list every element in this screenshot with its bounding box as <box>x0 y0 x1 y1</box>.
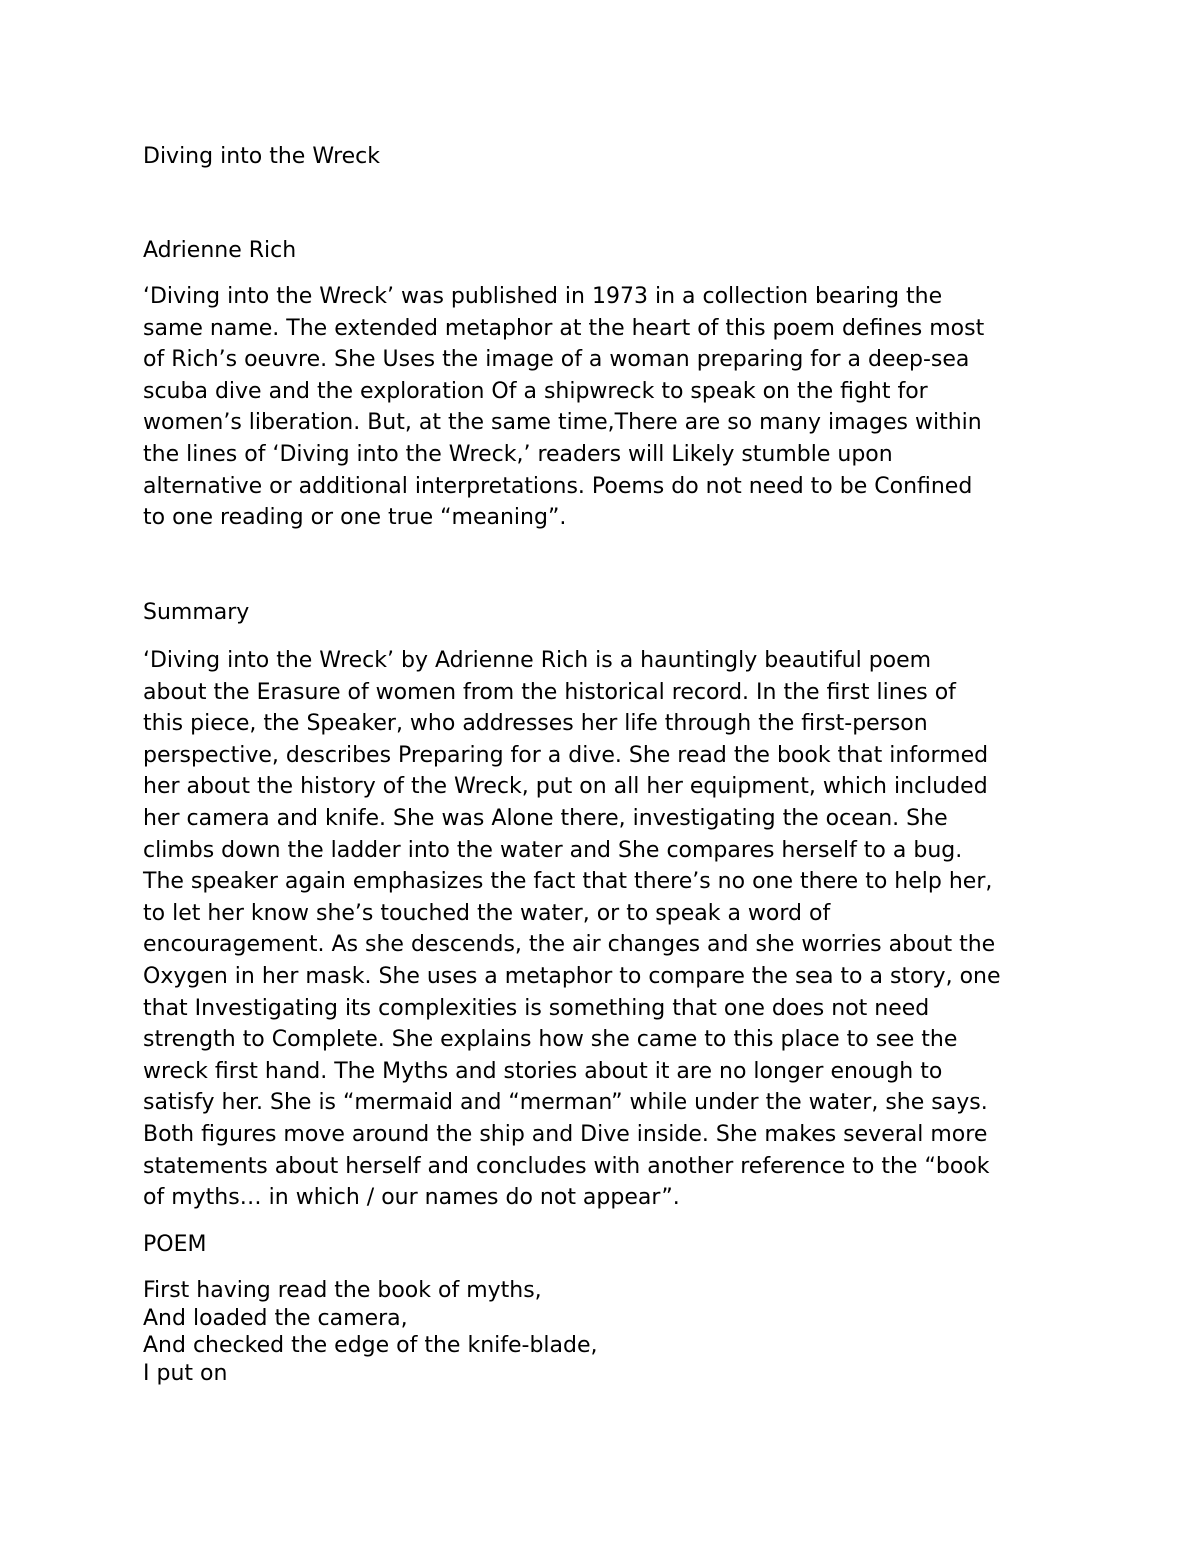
summary-heading-text: Summary <box>143 600 250 625</box>
poem-heading-text: POEM <box>143 1232 207 1257</box>
paragraph-line: scuba dive and the exploration Of a shipwreck to speak on the fight for <box>143 378 928 404</box>
paragraph-line: to one reading or one true “meaning”. <box>143 505 567 531</box>
paragraph-line: ‘Diving into the Wreck’ by Adrienne Rich is a hauntingly beautiful poem <box>143 648 932 673</box>
title-text: Diving into the Wreck <box>143 144 381 169</box>
paragraph-line: ‘Diving into the Wreck’ was published in 1973 in a collection bearing the <box>143 284 943 309</box>
summary-heading <box>143 597 1083 629</box>
paragraph-line: Both figures move around the ship and Dive inside. She makes several more <box>143 1121 988 1147</box>
paragraph-line: that Investigating its complexities is something that one does not need <box>143 995 930 1021</box>
paragraph-line: her about the history of the Wreck, put on all her equipment, which included <box>143 774 988 800</box>
intro-paragraph <box>143 281 1083 534</box>
paragraph-line: statements about herself and concludes with another reference to the “book <box>143 1153 990 1179</box>
paragraph-line: satisfy her. She is “mermaid and “merman” while under the water, she says. <box>143 1090 988 1116</box>
paragraph-line: of Rich’s oeuvre. She Uses the image of a woman preparing for a deep-sea <box>143 347 970 373</box>
author-text: Adrienne Rich <box>143 238 297 263</box>
author-name <box>143 235 1083 267</box>
paragraph-line: The speaker again emphasizes the fact that there’s no one there to help her, <box>143 869 993 895</box>
poem-line: And checked the edge of the knife-blade, <box>143 1333 598 1359</box>
paragraph-line: this piece, the Speaker, who addresses her life through the first-person <box>143 711 928 737</box>
paragraph-line: her camera and knife. She was Alone there, investigating the ocean. She <box>143 805 948 831</box>
paragraph-line: of myths… in which / our names do not appear”. <box>143 1185 680 1211</box>
paragraph-line: women’s liberation. But, at the same time,There are so many images within <box>143 410 982 436</box>
paragraph-line: wreck first hand. The Myths and stories about it are no longer enough to <box>143 1058 943 1084</box>
paragraph-line: strength to Complete. She explains how she came to this place to see the <box>143 1027 958 1053</box>
poem-line: First having read the book of myths, <box>143 1278 542 1303</box>
paragraph-line: encouragement. As she descends, the air changes and she worries about the <box>143 932 996 958</box>
paragraph-line: the lines of ‘Diving into the Wreck,’ readers will Likely stumble upon <box>143 441 893 467</box>
poem-line: I put on <box>143 1360 228 1386</box>
poem-heading <box>143 1229 1083 1261</box>
paragraph-line: climbs down the ladder into the water and She compares herself to a bug. <box>143 837 963 863</box>
poem-line: And loaded the camera, <box>143 1305 408 1331</box>
paragraph-line: alternative or additional interpretations. Poems do not need to be Confined <box>143 473 973 499</box>
paragraph-line: about the Erasure of women from the historical record. In the first lines of <box>143 679 956 705</box>
paragraph-line: to let her know she’s touched the water, or to speak a word of <box>143 900 831 926</box>
poem-excerpt <box>143 1277 1083 1387</box>
paragraph-line: same name. The extended metaphor at the heart of this poem defines most <box>143 315 985 341</box>
paragraph-line: perspective, describes Preparing for a dive. She read the book that informed <box>143 742 989 768</box>
paragraph-line: Oxygen in her mask. She uses a metaphor to compare the sea to a story, one <box>143 963 1001 989</box>
summary-paragraph <box>143 645 1083 1214</box>
document-title <box>143 141 1083 173</box>
